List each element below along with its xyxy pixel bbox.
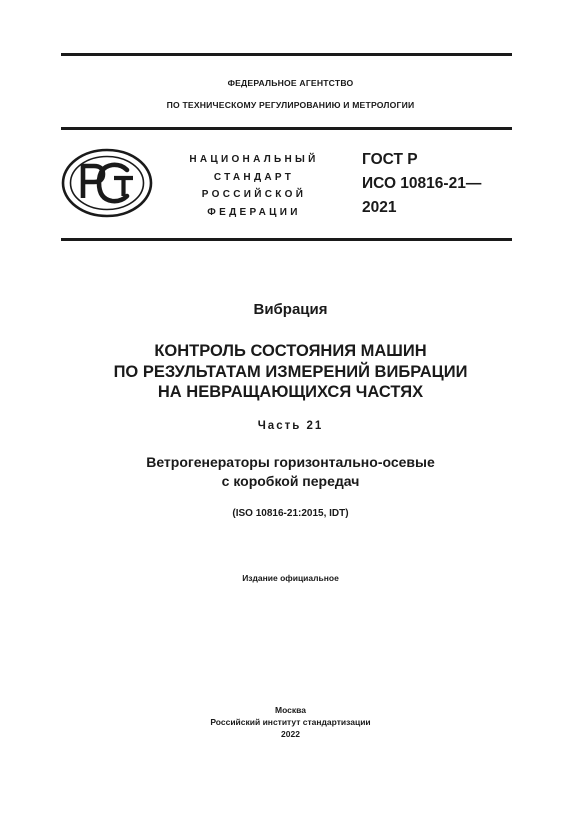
national-standard-line: ФЕДЕРАЦИИ <box>207 206 301 218</box>
rst-logo-graphic <box>61 148 153 218</box>
svg-text:РСТ: РСТ <box>107 184 109 185</box>
imprint-publisher: Российский институт стандартизации <box>210 717 371 727</box>
national-standard-line: НАЦИОНАЛЬНЫЙ <box>189 154 319 165</box>
imprint <box>0 704 581 740</box>
imprint-city: Москва <box>275 705 306 715</box>
rst-logo-icon <box>61 148 153 218</box>
designation-line: ИСО 10816-21— <box>362 175 482 192</box>
header-bottom-rule <box>61 238 512 241</box>
subtitle-line: Ветрогенераторы горизонтально-осевые <box>146 454 435 470</box>
agency-line-2: ПО ТЕХНИЧЕСКОМУ РЕГУЛИРОВАНИЮ И МЕТРОЛОГИИ <box>166 100 415 110</box>
subtitle <box>0 453 581 491</box>
subtitle-line: с коробкой передач <box>221 473 360 489</box>
edition-note: Издание официальное <box>242 573 339 583</box>
iso-reference: (ISO 10816-21:2015, IDT) <box>232 508 349 519</box>
national-standard-block <box>178 151 330 221</box>
standard-designation <box>362 148 481 220</box>
imprint-year: 2022 <box>281 729 300 739</box>
designation-line: 2021 <box>362 199 397 216</box>
national-standard-line: СТАНДАРТ <box>213 171 295 183</box>
main-title <box>0 341 581 403</box>
header-rule <box>61 127 512 130</box>
part-number: Часть 21 <box>257 420 324 432</box>
agency-line-1: ФЕДЕРАЛЬНОЕ АГЕНТСТВО <box>227 78 354 88</box>
main-title-line: ПО РЕЗУЛЬТАТАМ ИЗМЕРЕНИЙ ВИБРАЦИИ <box>113 362 468 381</box>
top-rule <box>61 53 512 56</box>
main-title-line: НА НЕВРАЩАЮЩИХСЯ ЧАСТЯХ <box>157 383 424 401</box>
main-title-line: КОНТРОЛЬ СОСТОЯНИЯ МАШИН <box>154 342 427 360</box>
national-standard-line: РОССИЙСКОЙ <box>201 189 307 200</box>
designation-line: ГОСТ Р <box>362 151 418 168</box>
topic-title: Вибрация <box>253 301 328 318</box>
